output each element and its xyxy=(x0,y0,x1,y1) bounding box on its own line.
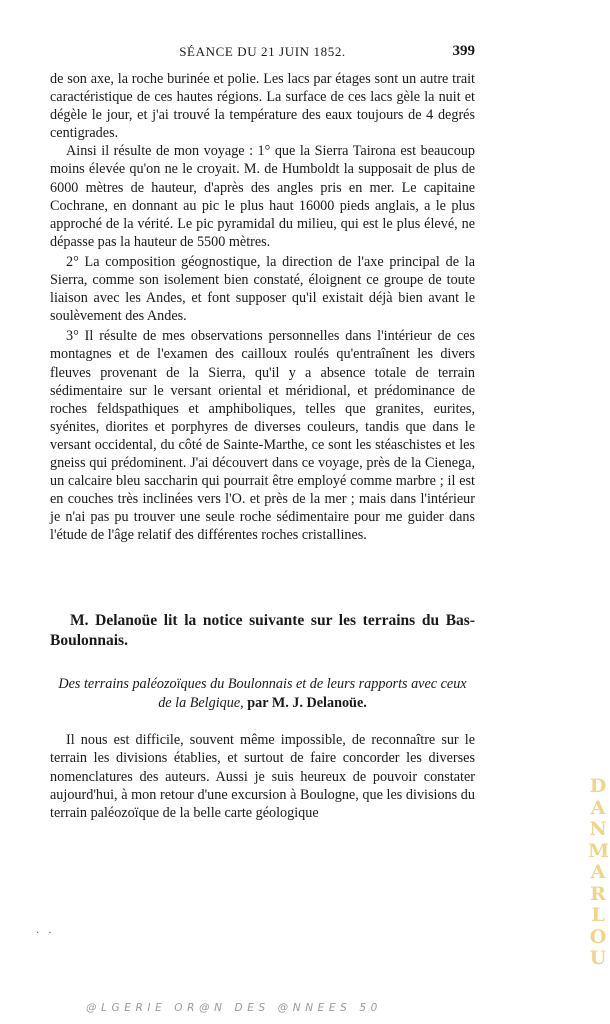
side-watermark-letter: N xyxy=(589,818,607,840)
notice-heading: M. Delanoüe lit la notice suivante sur les terrains du Bas-Boulonnais. xyxy=(50,612,475,649)
paragraph-conclusion-1: Ainsi il résulte de mon voyage : 1° que la Sierra Tairona est beaucoup moins élevée qu'on ne le croyait. M. de Humboldt la supposait de plus de 6000 mètres de hauteur, d'après des angles pris en mer. Le capitaine Cochrane, en donnant au pic le plus haut 16000 pieds anglais, a le plus approché de la vérité. Le pic pyramidal du milieu, qui est le plus élevé, ne dépasse pas la hauteur de 5500 mètres. xyxy=(50,143,475,250)
running-head xyxy=(50,44,475,64)
footer-watermark: @LGERIE OR@N DES @NNEES 50 xyxy=(86,1002,382,1014)
side-watermark-letter: L xyxy=(591,904,605,926)
paragraph-conclusion-3: 3° Il résulte de mes observations personnelles dans l'intérieur de ces montagnes et de l'examen des cailloux roulés qu'entraînent les divers fleuves provenant de la Sierra, qu'il y a absence totale de terrain sédimentaire sur le versant oriental et méridional, et prédominance de roches feldspathiques et amphiboliques, telles que granites, eurites, syénites, diorites et porphyres de diverses couleurs, tandis que dans le versant occidental, du côté de Sainte-Marthe, ce sont les stéaschistes et les gneiss qui prédominent. J'ai découvert dans ce voyage, près de la Cienega, un calcaire bleu saccharin qui pourrait être employé comme marbre ; il est en couches très inclinées vers l'O. et près de la mer ; mais dans l'intérieur je n'ai pas pu trouver une seule roche sédimentaire pour me guider dans l'étude de l'âge relatif des différentes roches cristallines. xyxy=(50,328,475,544)
side-watermark-letter: D xyxy=(589,775,607,797)
article-body xyxy=(50,731,475,822)
side-watermark xyxy=(588,776,608,970)
paragraph-conclusion-2: 2° La composition géognostique, la direction de l'axe principal de la Sierra, comme son isolement bien constaté, éloignent ce groupe de toute liaison avec les Andes, et font supposer qu'il existait déjà bien avant le soulèvement des Andes. xyxy=(50,253,475,325)
side-watermark-letter: O xyxy=(589,925,607,948)
running-head-title: SÉANCE DU 21 JUIN 1852. xyxy=(179,44,346,59)
side-watermark-letter: M xyxy=(588,839,610,862)
side-watermark-letter: A xyxy=(590,796,606,819)
page-number: 399 xyxy=(452,43,475,59)
side-watermark-letter: R xyxy=(590,882,606,905)
print-specks: · · xyxy=(36,928,55,939)
paragraph-continued: de son axe, la roche burinée et polie. Les lacs par étages sont un autre trait caractéristique de ces hautes régions. La surface de ces lacs gèle la nuit et dégèle le jour, et j'ai trouvé la température des eaux toujours de 4 degrés centigrades. xyxy=(50,71,475,142)
side-watermark-letter: U xyxy=(589,947,607,969)
body-text-top xyxy=(50,70,475,544)
article-title xyxy=(50,675,475,712)
article-title-text: Des terrains paléozoïques du Boulonnais et de leurs rapports avec ceux de la Belgique, xyxy=(58,676,467,711)
article-author: par M. J. Delanoüe. xyxy=(247,694,367,711)
article-paragraph: Il nous est difficile, souvent même impossible, de reconnaître sur le terrain les divisions établies, et surtout de faire concorder les diverses nomenclatures des auteurs. Aussi je suis heureux de pouvoir constater aujourd'hui, à mon retour d'une excursion à Boulogne, que les divisions du terrain paléozoïque de la belle carte géologique xyxy=(50,732,475,822)
side-watermark-letter: A xyxy=(590,861,606,883)
